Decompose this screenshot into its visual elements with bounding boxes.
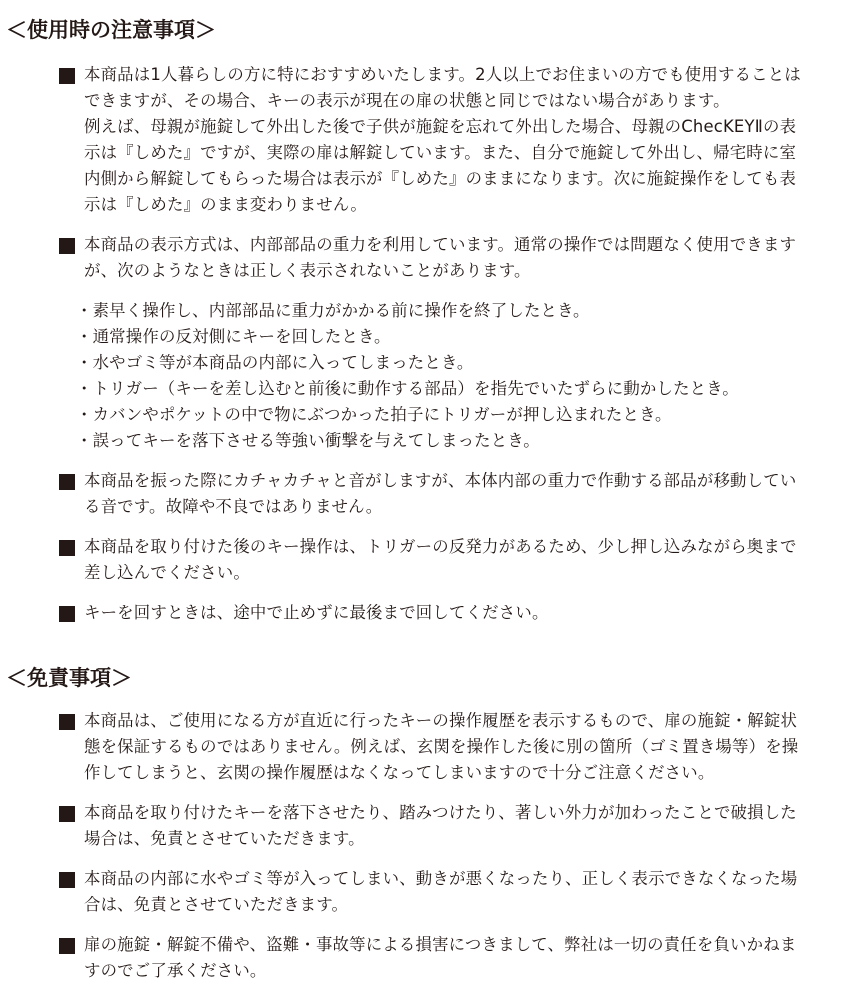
sub-condition-item: ・カバンやポケットの中で物にぶつかった拍子にトリガーが押し込まれたとき。 [76, 405, 672, 424]
section-title-disclaimer: ＜免責事項＞ [6, 666, 132, 690]
disclaimer-item [58, 800, 808, 852]
disclaimer-item [58, 932, 808, 984]
square-bullet-icon [59, 872, 75, 888]
disclaimer-list [58, 708, 808, 998]
square-bullet-icon [59, 474, 75, 490]
usage-notes-list [58, 62, 808, 640]
note-text: 本商品を取り付けた後のキー操作は、トリガーの反発力があるため、少し押し込みながら奥まで差し込んでください。 [84, 537, 797, 582]
section-title-usage: ＜使用時の注意事項＞ [6, 18, 216, 42]
note-text: 本商品は1人暮らしの方に特におすすめいたします。2人以上でお住まいの方でも使用することはできますが、その場合、キーの表示が現在の扉の状態と同じではない場合があります。 [84, 65, 801, 110]
disclaimer-text: 本商品は、ご使用になる方が直近に行ったキーの操作履歴を表示するもので、扉の施錠・解錠状態を保証するものではありません。例えば、玄関を操作した後に別の箇所（ゴミ置き場等）を操作してしまうと、玄関の操作履歴はなくなってしまいますので十分ご注意ください。 [84, 711, 799, 782]
note-text-example: 例えば、母親が施錠して外出した後で子供が施錠を忘れて外出した場合、母親のChecKEYⅡの表示は『しめた』ですが、実際の扉は解錠しています。また、自分で施錠して外出し、帰宅時に室内側から解錠してもらった場合は表示が『しめた』のままになります。次に施錠操作をしても表示は『しめた』のまま変わりません。 [84, 117, 797, 214]
note-item [58, 62, 808, 218]
disclaimer-item [58, 866, 808, 918]
disclaimer-text: 本商品を取り付けたキーを落下させたり、踏みつけたり、著しい外力が加わったことで破損した場合は、免責とさせていただきます。 [84, 803, 797, 848]
square-bullet-icon [59, 68, 75, 84]
square-bullet-icon [59, 714, 75, 730]
sub-condition-item: ・素早く操作し、内部部品に重力がかかる前に操作を終了したとき。 [76, 301, 590, 320]
disclaimer-text: 本商品の内部に水やゴミ等が入ってしまい、動きが悪くなったり、正しく表示できなくなった場合は、免責とさせていただきます。 [84, 869, 798, 914]
square-bullet-icon [59, 806, 75, 822]
note-item [58, 232, 808, 454]
sub-condition-item: ・水やゴミ等が本商品の内部に入ってしまったとき。 [76, 353, 474, 372]
sub-conditions-list [76, 298, 808, 454]
note-text: キーを回すときは、途中で止めずに最後まで回してください。 [84, 603, 549, 622]
square-bullet-icon [59, 606, 75, 622]
note-item [58, 600, 808, 626]
note-text: 本商品の表示方式は、内部部品の重力を利用しています。通常の操作では問題なく使用できますが、次のようなときは正しく表示されないことがあります。 [84, 235, 797, 280]
square-bullet-icon [59, 238, 75, 254]
sub-condition-item: ・誤ってキーを落下させる等強い衝撃を与えてしまったとき。 [76, 431, 540, 450]
note-item [58, 534, 808, 586]
square-bullet-icon [59, 540, 75, 556]
note-text: 本商品を振った際にカチャカチャと音がしますが、本体内部の重力で作動する部品が移動している音です。故障や不良ではありません。 [84, 471, 797, 516]
note-item [58, 468, 808, 520]
disclaimer-item [58, 708, 808, 786]
square-bullet-icon [59, 938, 75, 954]
sub-condition-item: ・トリガー（キーを差し込むと前後に動作する部品）を指先でいたずらに動かしたとき。 [76, 379, 739, 398]
disclaimer-text: 扉の施錠・解錠不備や、盗難・事故等による損害につきまして、弊社は一切の責任を負いかねますのでご了承ください。 [84, 935, 797, 980]
sub-condition-item: ・通常操作の反対側にキーを回したとき。 [76, 327, 391, 346]
